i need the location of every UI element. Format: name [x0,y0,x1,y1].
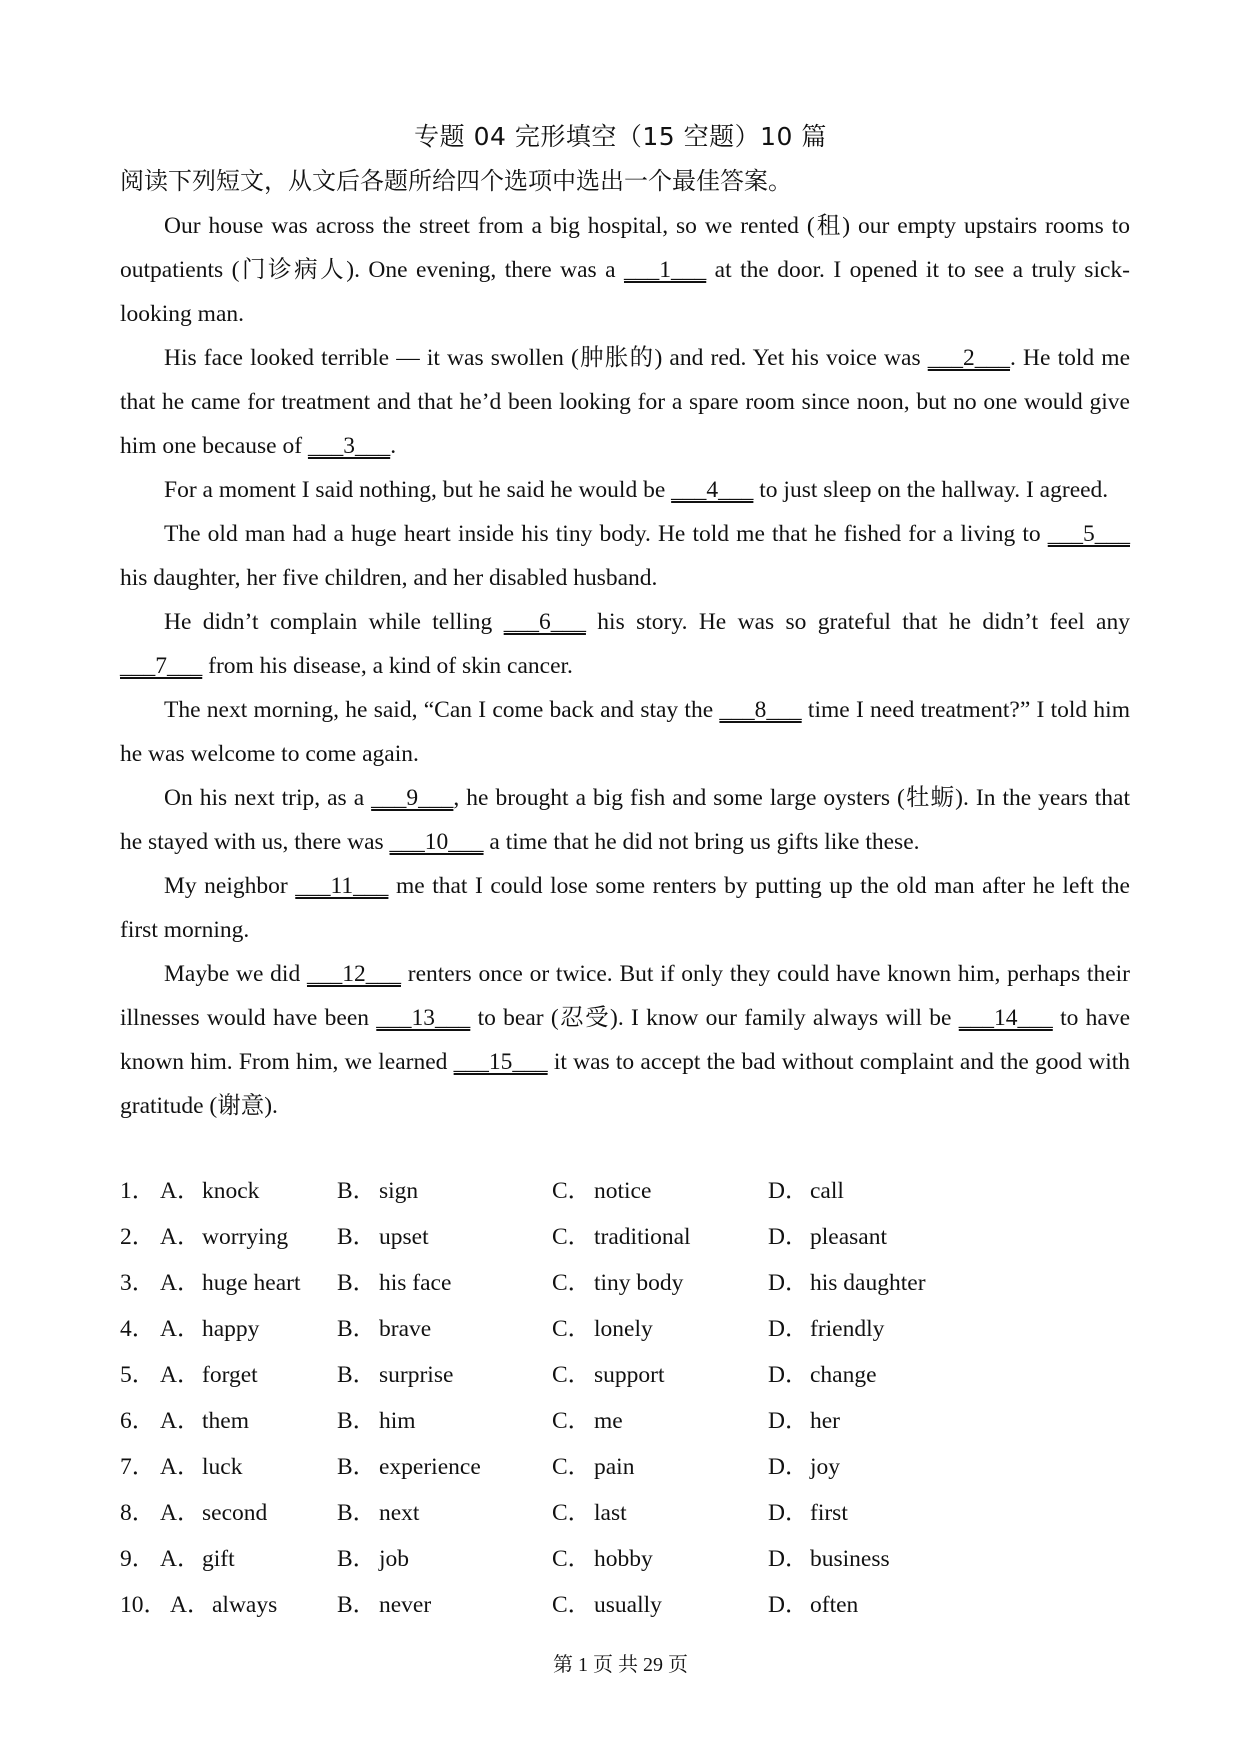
option-d [768,1214,887,1260]
option-b [337,1398,416,1444]
option-text: job [379,1546,410,1572]
option-letter: D． [768,1408,809,1434]
option-letter: A． [160,1270,201,1296]
option-letter: A． [160,1454,201,1480]
option-d [768,1536,890,1582]
answer-blank: ___8___ [719,697,802,723]
option-letter: C． [552,1408,592,1434]
option-text: always [212,1592,278,1618]
option-b [337,1260,451,1306]
answer-blank: ___14___ [958,1005,1053,1031]
option-d [768,1444,840,1490]
passage-text: His face looked terrible — it was swollen (肿胀的) and red. Yet his voice was [164,345,928,371]
option-text: luck [202,1454,243,1480]
question-number: 5． [120,1362,156,1388]
answer-blank: ___7___ [120,653,203,679]
option-text: sign [379,1178,419,1204]
question-number: 8． [120,1500,156,1526]
option-text: happy [202,1316,260,1342]
option-c [552,1168,651,1214]
option-b [337,1306,431,1352]
option-d [768,1352,877,1398]
answer-blank: ___1___ [623,257,707,283]
passage-text: his story. He was so grateful that he didn’t feel any [585,609,1130,635]
passage-paragraph [120,204,1130,336]
option-letter: D． [768,1316,809,1342]
passage-text: renters once or twice. But if only they could have known him, perhaps their illnesses would have been [120,961,1130,1031]
option-c [552,1306,653,1352]
answer-blank: ___13___ [376,1005,471,1031]
option-letter: B． [337,1270,377,1296]
option-text: huge heart [202,1270,301,1296]
option-text: surprise [379,1362,454,1388]
option-text: next [379,1500,420,1526]
option-b [337,1168,418,1214]
option-text: last [594,1500,627,1526]
option-letter: C． [552,1500,592,1526]
question-row [120,1214,1130,1260]
option-letter: A． [160,1500,201,1526]
option-d [768,1398,840,1444]
answer-blank: ___3___ [307,433,391,459]
question-row [120,1260,1130,1306]
passage-text: from his disease, a kind of skin cancer. [202,653,573,679]
option-text: support [594,1362,665,1388]
option-letter: D． [768,1546,809,1572]
option-letter: B． [337,1500,377,1526]
option-letter: A． [160,1178,201,1204]
answer-blank: ___5___ [1047,521,1130,547]
page-footer: 第 1 页 共 29 页 [553,1654,688,1676]
passage-text: . He told me that he came for treatment and that he’d been looking for a spare room since noon, but no one would give him one because of [120,345,1131,459]
option-text: traditional [594,1224,691,1250]
option-letter: C． [552,1592,592,1618]
question-row [120,1490,1130,1536]
option-c [552,1490,627,1536]
option-b [337,1214,429,1260]
option-a [160,1444,242,1490]
option-letter: B． [337,1546,377,1572]
option-text: gift [202,1546,235,1572]
option-a [160,1260,301,1306]
option-letter: C． [552,1316,592,1342]
option-text: brave [379,1316,432,1342]
question-number: 10． [120,1592,167,1618]
option-text: them [202,1408,249,1434]
option-d [768,1168,844,1214]
option-text: call [810,1178,844,1204]
question-row [120,1536,1130,1582]
passage-paragraph [120,952,1130,1128]
option-letter: C． [552,1178,592,1204]
option-a [160,1168,259,1214]
question-row [120,1444,1130,1490]
option-b [337,1582,431,1628]
passage-text: a time that he did not bring us gifts like these. [483,829,920,855]
question-number: 1． [120,1178,156,1204]
option-c [552,1398,623,1444]
question-row [120,1352,1130,1398]
passage-paragraph [120,776,1130,864]
option-letter: C． [552,1224,592,1250]
answer-blank: ___15___ [453,1049,548,1075]
question-number: 9． [120,1546,156,1572]
option-letter: A． [160,1362,201,1388]
instructions: 阅读下列短文，从文后各题所给四个选项中选出一个最佳答案。 [120,167,792,195]
question-row [120,1582,1130,1628]
passage-text: For a moment I said nothing, but he said he would be [164,477,672,503]
option-letter: B． [337,1316,377,1342]
option-letter: A． [160,1546,201,1572]
option-text: worrying [202,1224,289,1250]
passage-text: Maybe we did [164,961,307,987]
option-b [337,1352,453,1398]
option-text: me [594,1408,623,1434]
option-text: her [810,1408,841,1434]
question-number: 7． [120,1454,156,1480]
option-c [552,1352,665,1398]
option-a [160,1352,258,1398]
option-a [160,1214,288,1260]
option-letter: D． [768,1270,809,1296]
option-a [160,1306,259,1352]
passage-text: at the door. I opened it to see a truly sick-looking man. [120,257,1130,327]
answer-blank: ___12___ [306,961,401,987]
passage-text: The old man had a huge heart inside his tiny body. He told me that he fished for a living to [164,521,1048,547]
option-text: change [810,1362,877,1388]
option-letter: B． [337,1362,377,1388]
option-text: hobby [594,1546,653,1572]
option-text: lonely [594,1316,653,1342]
passage-text: his daughter, her five children, and her disabled husband. [120,565,658,591]
option-letter: B． [337,1178,377,1204]
option-c [552,1536,653,1582]
passage-paragraph [120,600,1130,688]
option-text: joy [810,1454,841,1480]
answer-blank: ___2___ [927,345,1010,371]
option-letter: D． [768,1362,809,1388]
passage-paragraph [120,468,1130,512]
question-row [120,1168,1130,1214]
option-a [160,1490,267,1536]
answer-blank: ___4___ [671,477,754,503]
option-d [768,1582,858,1628]
passage-paragraph [120,688,1130,776]
passage-text: to have known him. From him, we learned [120,1005,1131,1075]
option-text: pain [594,1454,635,1480]
document-title: 专题 04 完形填空（15 空题）10 篇 [414,122,827,151]
option-text: business [810,1546,890,1572]
passage-text: On his next trip, as a [164,785,372,811]
option-text: experience [379,1454,481,1480]
option-letter: B． [337,1454,377,1480]
passage-text: The next morning, he said, “Can I come back and stay the [164,697,720,723]
option-c [552,1582,662,1628]
passage-text: , he brought a big fish and some large oysters (牡蛎). In the years that he stayed with us, there was [120,785,1131,855]
option-c [552,1260,683,1306]
option-b [337,1536,409,1582]
option-text: first [810,1500,848,1526]
passage-text: Our house was across the street from a big hospital, so we rented (租) our empty upstairs rooms to outpatients (门诊病人). One evening, there was a [120,213,1130,283]
question-number: 3． [120,1270,156,1296]
option-letter: D． [768,1500,809,1526]
option-b [337,1444,481,1490]
option-text: him [379,1408,416,1434]
option-letter: C． [552,1546,592,1572]
answer-blank: ___10___ [389,829,484,855]
answer-blank: ___9___ [371,785,454,811]
option-text: notice [594,1178,652,1204]
option-c [552,1444,634,1490]
option-c [552,1214,691,1260]
option-text: upset [379,1224,429,1250]
option-text: forget [202,1362,258,1388]
option-letter: B． [337,1408,377,1434]
option-text: his face [379,1270,452,1296]
option-b [337,1490,419,1536]
passage-text: . [390,433,397,459]
passage-paragraph [120,336,1130,468]
option-d [768,1490,848,1536]
passage-text: time I need treatment?” I told him he was welcome to come again. [120,697,1130,767]
option-letter: C． [552,1270,592,1296]
question-number: 2． [120,1224,156,1250]
option-letter: D． [768,1454,809,1480]
option-text: usually [594,1592,662,1618]
option-letter: D． [768,1224,809,1250]
option-text: second [202,1500,268,1526]
question-options [120,1168,1130,1628]
option-text: his daughter [810,1270,926,1296]
question-row [120,1398,1130,1444]
option-letter: A． [160,1316,201,1342]
option-text: often [810,1592,859,1618]
option-letter: C． [552,1454,592,1480]
option-letter: A． [160,1224,201,1250]
option-a [160,1398,249,1444]
option-text: friendly [810,1316,885,1342]
passage-text: to bear (忍受). I know our family always will be [470,1005,959,1031]
option-letter: D． [768,1592,809,1618]
passage-paragraph [120,512,1130,600]
option-letter: B． [337,1224,377,1250]
option-a [170,1582,277,1628]
option-letter: A． [160,1408,201,1434]
passage-text: to just sleep on the hallway. I agreed. [753,477,1109,503]
passage-paragraph [120,864,1130,952]
option-letter: A． [170,1592,211,1618]
question-row [120,1306,1130,1352]
option-text: pleasant [810,1224,887,1250]
option-letter: C． [552,1362,592,1388]
option-letter: B． [337,1592,377,1618]
question-number: 4． [120,1316,156,1342]
cloze-passage [120,204,1130,1128]
passage-text: He didn’t complain while telling [164,609,504,635]
answer-blank: ___6___ [503,609,586,635]
option-letter: D． [768,1178,809,1204]
option-d [768,1306,884,1352]
option-text: knock [202,1178,260,1204]
passage-text: it was to accept the bad without complaint and the good with gratitude (谢意). [120,1049,1131,1119]
option-d [768,1260,926,1306]
passage-text: My neighbor [164,873,296,899]
passage-text: me that I could lose some renters by putting up the old man after he left the first morning. [120,873,1130,943]
option-a [160,1536,235,1582]
answer-blank: ___11___ [295,873,389,899]
question-number: 6． [120,1408,156,1434]
option-text: never [379,1592,432,1618]
option-text: tiny body [594,1270,684,1296]
